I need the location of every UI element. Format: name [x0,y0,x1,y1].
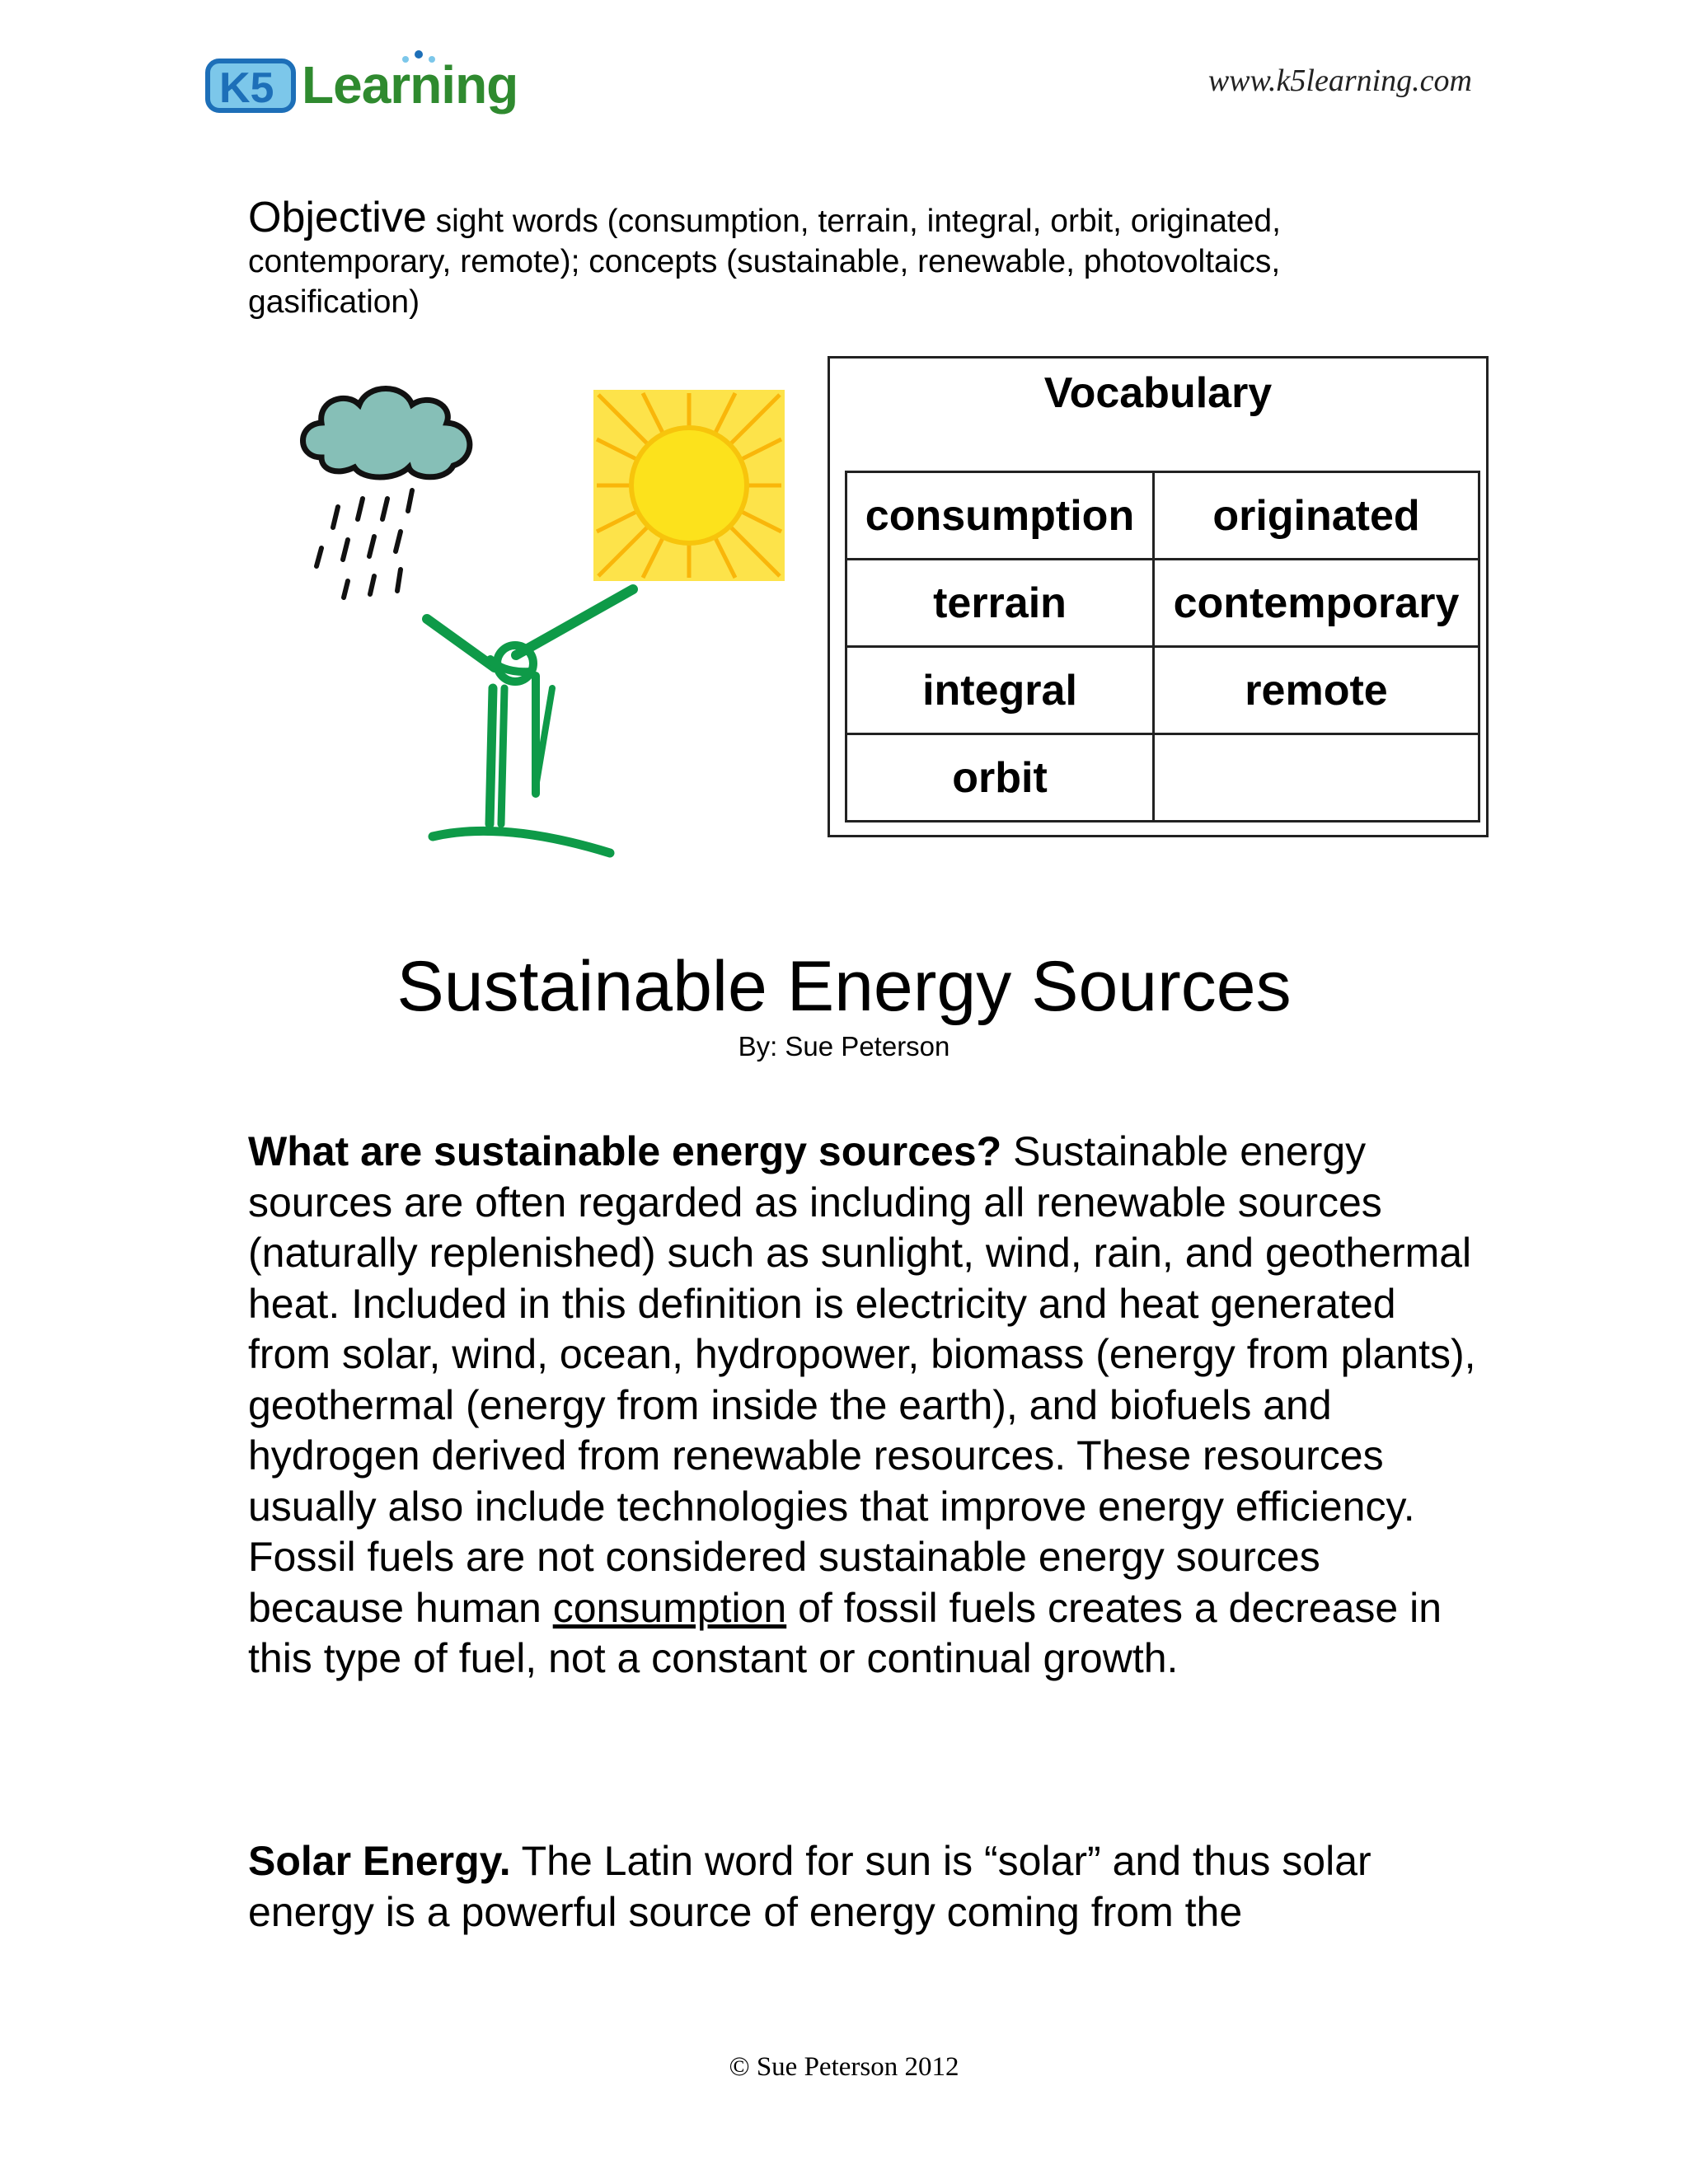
table-row [846,472,1479,560]
table-row [846,560,1479,647]
copyright-footer: © Sue Peterson 2012 [729,2052,959,2082]
vocabulary-title: Vocabulary [1043,369,1273,417]
byline: By: Sue Peterson [738,1031,950,1062]
table-row [846,647,1479,734]
vocab-word-empty [1154,734,1479,822]
underlined-vocab-word: consumption [552,1584,787,1631]
paragraph-text: The Latin word for sun is “solar” and thus solar energy is a powerful source of energy coming from the [248,1838,1372,1935]
objective-label: Objective [248,194,427,241]
vocab-word: terrain [846,560,1154,647]
paragraph-solar-energy [248,1836,1484,1938]
vocab-word: consumption [846,472,1154,560]
paragraph-text: Sustainable energy sources are often regarded as including all renewable sources (naturally replenished) such as sunlight, wind, rain, and geothermal heat. Included in this definition is electricity and heat generated from solar, wind, ocean, hydropower, biomass (energy from plants), geothermal (energy from inside the earth), and biofuels and hydrogen derived from renewable resources. These resources usually also include technologies that improve energy efficiency. Fossil fuels are not considered sustainable energy sources because human [248,1128,1476,1631]
vocab-word: orbit [846,734,1154,822]
page-title: Sustainable Energy Sources [396,947,1292,1026]
vocab-word: contemporary [1154,560,1479,647]
vocab-word: remote [1154,647,1479,734]
sun-icon [593,390,785,581]
paragraph-text: of fossil fuels creates a decrease in this type of fuel, not a constant or continual growth. [248,1584,1442,1681]
energy-illustration [288,375,799,869]
wind-turbine-icon [427,589,633,853]
vocabulary-box [828,356,1489,837]
vocab-word: originated [1154,472,1479,560]
k5-logo[interactable] [204,43,518,125]
site-url[interactable]: www.k5learning.com [1207,63,1472,98]
objective [248,194,1418,322]
paragraph-heading: What are sustainable energy sources? [248,1128,1002,1174]
vocabulary-table [845,471,1480,823]
svg-text:K5: K5 [219,64,274,112]
paragraph-heading: Solar Energy. [248,1838,511,1884]
vocab-word: integral [846,647,1154,734]
rain-cloud-icon [303,389,470,598]
logo-wordmark-visual: Learning [302,55,518,115]
table-row [846,734,1479,822]
paragraph-sustainable-energy [248,1127,1484,1685]
objective-text: sight words (consumption, terrain, integral, orbit, originated, contemporary, remote); concepts (sustainable, renewable, photovoltaics, gasification) [248,204,1281,320]
